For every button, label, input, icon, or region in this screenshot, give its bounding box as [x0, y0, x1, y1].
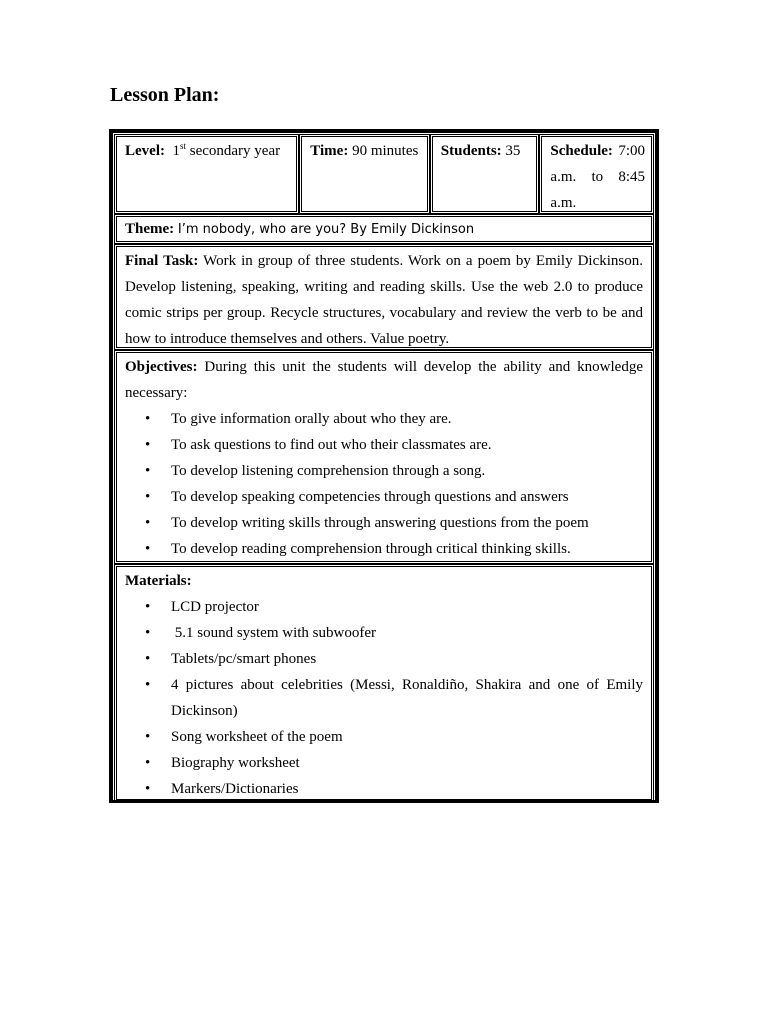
materials-list	[125, 594, 643, 802]
students-value: 35	[505, 143, 521, 159]
bullet-icon: •	[145, 437, 151, 453]
objectives-cell	[114, 350, 654, 564]
theme-cell	[114, 214, 654, 244]
list-item: • To give information orally about who they are.	[125, 406, 643, 432]
time-value: 90 minutes	[352, 143, 419, 159]
objectives-intro-block	[125, 354, 643, 406]
students-cell	[430, 134, 540, 214]
bullet-icon: •	[145, 755, 151, 771]
objectives-label: Objectives:	[125, 359, 198, 375]
list-item: • Song worksheet of the poem	[125, 724, 643, 750]
bullet-icon: •	[145, 651, 151, 667]
objectives-intro: During this unit the students will develop the ability and knowledge necessary:	[125, 359, 643, 401]
time-cell	[299, 134, 430, 214]
schedule-cell	[539, 134, 654, 214]
bullet-icon: •	[145, 515, 151, 531]
level-cell	[114, 134, 299, 214]
bullet-icon: •	[145, 677, 151, 693]
students-label: Students:	[440, 143, 502, 159]
level-label: Level:	[125, 143, 165, 159]
bullet-icon: •	[145, 625, 151, 641]
bullet-icon: •	[145, 489, 151, 505]
materials-cell	[114, 564, 654, 802]
schedule-end: 8:45	[618, 169, 645, 185]
final-task-cell	[114, 244, 654, 350]
theme-label: Theme:	[125, 221, 175, 237]
list-item: • To develop listening comprehension through a song.	[125, 458, 643, 484]
schedule-line-1	[550, 138, 645, 164]
bullet-icon: •	[145, 781, 151, 797]
list-item: • To ask questions to find out who their classmates are.	[125, 432, 643, 458]
bullet-icon: •	[145, 411, 151, 427]
list-item: • To develop reading comprehension through critical thinking skills.	[125, 536, 643, 562]
list-item: • To develop writing skills through answering questions from the poem	[125, 510, 643, 536]
level-value: secondary year	[189, 143, 281, 159]
schedule-am: a.m.	[550, 169, 577, 185]
materials-label: Materials:	[125, 573, 192, 589]
bullet-icon: •	[145, 599, 151, 615]
list-item: • LCD projector	[125, 594, 643, 620]
schedule-line-2	[550, 164, 645, 190]
page-title: Lesson Plan:	[110, 84, 220, 106]
level-number: 1	[172, 143, 180, 159]
schedule-label: Schedule:	[550, 143, 613, 159]
list-item: • To develop speaking competencies through questions and answers	[125, 484, 643, 510]
objectives-list	[125, 406, 643, 562]
list-item: • Tablets/pc/smart phones	[125, 646, 643, 672]
bullet-icon: •	[145, 541, 151, 557]
bullet-icon: •	[145, 729, 151, 745]
schedule-to: to	[591, 169, 604, 185]
list-item: • 5.1 sound system with subwoofer	[125, 620, 643, 646]
schedule-start: 7:00	[618, 143, 645, 159]
final-task-value: Work in group of three students. Work on a poem by Emily Dickinson. Develop listening, speaking, writing and reading skills. Use the web 2.0 to produce comic strips per group. Recycle structures, vocabulary and review the verb to be and how to introduce themselves and others. Value poetry.	[125, 253, 644, 347]
list-item: • 4 pictures about celebrities (Messi, Ronaldiño, Shakira and one of Emily Dickinson)	[125, 672, 643, 724]
level-suffix: st	[179, 141, 186, 151]
time-label: Time:	[310, 143, 349, 159]
schedule-line-3: a.m.	[550, 195, 577, 211]
theme-value: I’m nobody, who are you? By Emily Dickinson	[177, 222, 475, 237]
list-item: • Biography worksheet	[125, 750, 643, 776]
final-task-label: Final Task:	[125, 253, 199, 269]
list-item: • Markers/Dictionaries	[125, 776, 643, 802]
lesson-plan-table	[109, 129, 659, 803]
bullet-icon: •	[145, 463, 151, 479]
header-row	[114, 134, 654, 214]
